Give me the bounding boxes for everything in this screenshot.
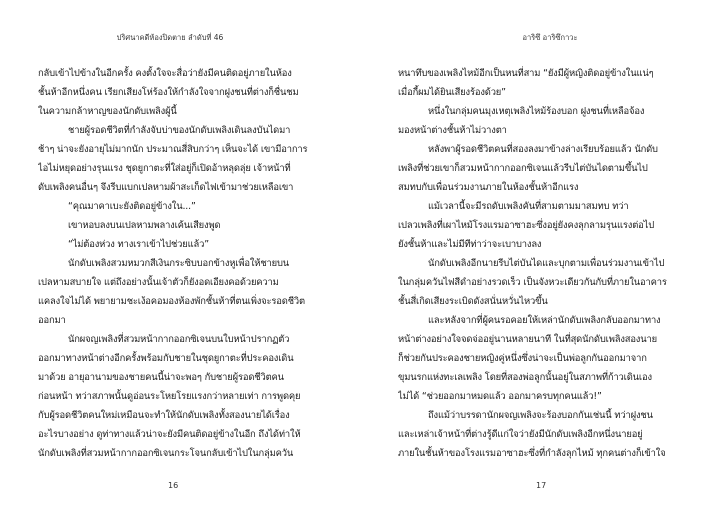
- text-line: ดับเพลิงคนอื่นๆ จึงรีบแบกเปลหามผ้าสะเก็ดไฟเข้ามาช่วยเหลือเขา: [38, 182, 294, 193]
- text-line: ออกมาทางหน้าต่างอีกครั้งพร้อมกับชายในชุดยูกาตะที่ประคองเดิน: [38, 353, 294, 364]
- text-line: หนาทึบของเพลิงไหม้อีกเป็นหนที่สาม “ยังมีผู้หญิงติดอยู่ข้างในแน่ๆ: [398, 68, 654, 79]
- text-line: เขาหอบลงบนเปลหามพลางเค้นเสียงพูด: [68, 220, 221, 231]
- text-line: ขุมนรกแห่งทะเลเพลิง โดยที่สองพ่อลูกนั้นอยู่ในสภาพที่ก้าวเดินเอง: [398, 372, 652, 383]
- text-line: และหลังจากที่ผู้คนรอคอยให้เหล่านักดับเพลิงกลับออกมาทาง: [428, 315, 661, 326]
- text-line: หนึ่งในกลุ่มคนมุงเหตุเพลิงไหม้ร้องบอก ฝูงชนที่เหลือจ้อง: [428, 106, 645, 117]
- text-line: ไม่ได้ “ช่วยออกมาหมดแล้ว ออกมาครบทุกคนแล้ว!”: [398, 391, 602, 402]
- text-line: นักผจญเพลิงที่สวมหน้ากากออกซิเจนบนใบหน้าปรากฏตัว: [68, 334, 290, 345]
- text-line: ยังชั้นห้าและไม่มีทีท่าว่าจะเบาบางลง: [398, 239, 542, 250]
- text-line: ในความกล้าหาญของนักดับเพลิงผู้นี้: [38, 106, 177, 117]
- text-line: ชั้นสี่เกิดเสียงระเบิดดังสนั่นหวั่นไหวขึ้น: [398, 296, 548, 307]
- text-line: ไอไม่หยุดอย่างรุนแรง ชุดยูกาตะที่ใส่อยู่ก็เปิดอ้าหลุดลุ่ย เจ้าหน้าที่: [38, 163, 291, 174]
- text-line: กับผู้รอดชีวิตคนใหม่เหมือนจะทำให้นักดับเพลิงทั้งสองนายได้เรื่อง: [38, 410, 290, 421]
- left-body-text: [38, 64, 318, 463]
- text-line: มองหน้าต่างชั้นห้าไม่วางตา: [398, 125, 507, 136]
- text-line: ชายผู้รอดชีวิตที่กำลังจับบ่าของนักดับเพลิงเดินลงบันไดมา: [68, 125, 291, 136]
- text-line: ถึงแม้ว่าบรรดานักผจญเพลิงจะร้องบอกกันเช่นนี้ ทว่าฝูงชน: [428, 410, 653, 421]
- text-line: แม้เวลานี้จะมีรถดับเพลิงคันที่สามตามมาสมทบ ทว่า: [428, 201, 629, 212]
- left-running-head: ปริศนาคดีห้องปิดตาย ลำดับที่ 46: [116, 33, 224, 42]
- left-page-number: 16: [168, 481, 179, 490]
- text-line: เพลิงที่ช่วยเขาก็สวมหน้ากากออกซิเจนแล้วรีบไต่บันไดตามขึ้นไป: [398, 163, 648, 174]
- text-line: แคลงใจไม่ได้ พยายามชะเง้อคอมองห้องพักชั้นห้าที่ตนเพิ่งจะรอดชีวิต: [38, 296, 305, 307]
- text-line: สมทบกับเพื่อนร่วมงานภายในห้องชั้นห้าอีกแรง: [398, 182, 579, 193]
- text-line: ออกมา: [38, 315, 66, 326]
- text-line: ช้าๆ น่าจะยังอายุไม่มากนัก ประมาณสี่สิบกว่าๆ เห็นจะได้ เขามีอาการ: [38, 144, 308, 155]
- text-line: อะไรบางอย่าง ดูท่าทางแล้วน่าจะยังมีคนติดอยู่ข้างในอีก ถึงได้ท่าให้: [38, 429, 301, 440]
- text-line: หน้าต่างอย่างใจจดจ่ออยู่นานหลายนาที ในที่สุดนักดับเพลิงสองนาย: [398, 334, 657, 345]
- text-line: “ไม่ต้องห่วง ทางเราเข้าไปช่วยแล้ว”: [68, 239, 209, 250]
- text-line: หลังพาผู้รอดชีวิตคนที่สองลงมาข้างล่างเรียบร้อยแล้ว นักดับ: [428, 144, 658, 155]
- text-line: และเหล่าเจ้าหน้าที่ต่างรู้ดีแก่ใจว่ายังมีนักดับเพลิงอีกหนึ่งนายอยู่: [398, 429, 643, 440]
- text-line: เมื่อกี้ผมได้ยินเสียงร้องด้วย”: [398, 87, 506, 98]
- text-line: ก็ช่วยกันประคองชายหญิงคู่หนึ่งซึ่งน่าจะเป็นพ่อลูกกันออกมาจาก: [398, 353, 647, 364]
- text-line: ภายในชั้นห้าของโรงแรมอาซาฮะซึ่งที่กำลังลุกไหม้ ทุกคนต่างก็เข้าใจ: [398, 448, 666, 459]
- right-page: [360, 0, 720, 523]
- text-line: กลับเข้าไปข้างในอีกครั้ง คงตั้งใจจะสื่อว่ายังมีคนติดอยู่ภายในห้อง: [38, 68, 292, 79]
- text-line: ชั้นห้าอีกหนึ่งคน เรียกเสียงโห่ร้องให้กำลังใจจากฝูงชนที่ต่างก็ชื่นชม: [38, 87, 299, 98]
- text-line: “คุณมาคาเบะยังติดอยู่ข้างใน...”: [68, 201, 196, 212]
- right-body-text: [398, 64, 680, 463]
- text-line: นักดับเพลิงอีกนายรีบไต่บันไดและบุกตามเพื่อนร่วมงานเข้าไป: [428, 258, 665, 269]
- text-line: นักดับเพลิงที่สวมหน้ากากออกซิเจนกระโจนกลับเข้าไปในกลุ่มควัน: [38, 448, 294, 459]
- text-line: นักดับเพลิงสวมหมวกสีเงินกระซิบบอกข้างหูเพื่อให้ชายบน: [68, 258, 290, 269]
- text-line: เปลหามสบายใจ แต่ถึงอย่างนั้นเจ้าตัวก็ยังอดเอียงคอด้วยความ: [38, 277, 279, 288]
- right-page-number: 17: [536, 481, 547, 490]
- right-running-head: อาริซึ อาริซึกาวะ: [522, 33, 578, 42]
- text-line: เปลวเพลิงที่เผาไหม้โรงแรมอาซาฮะซึ่งอยู่ยังคงลุกลามรุนแรงต่อไป: [398, 220, 655, 231]
- text-line: ในกลุ่มควันไฟสีดำอย่างรวดเร็ว เป็นจังหวะเดียวกันกับที่ภายในอาคาร: [398, 277, 667, 288]
- text-line: ก่อนหน้า ทว่าสภาพนั้นดูอ่อนระโหยโรยแรงกว่าหลายเท่า การพูดคุย: [38, 391, 301, 402]
- text-line: มาด้วย อายุอานามของชายคนนี้น่าจะพอๆ กับชายผู้รอดชีวิตคน: [38, 372, 284, 383]
